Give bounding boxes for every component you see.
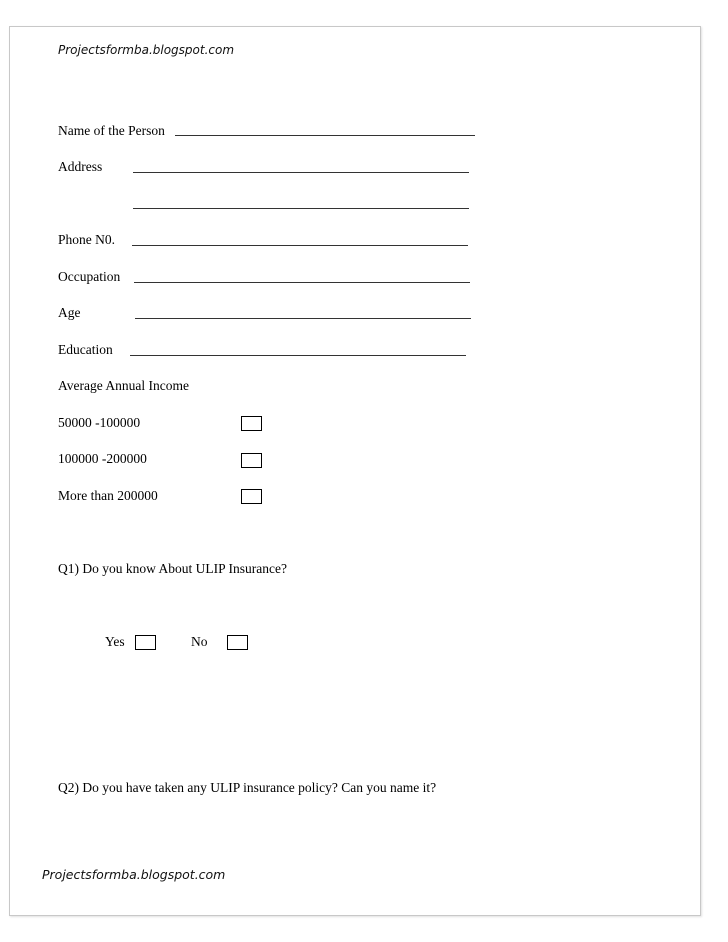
income-option-label: 100000 -200000: [58, 451, 147, 466]
q1-no-checkbox[interactable]: [227, 635, 248, 650]
occupation-label: Occupation: [58, 269, 121, 284]
education-field-line[interactable]: [130, 355, 466, 356]
address-field-line-1[interactable]: [133, 172, 469, 173]
age-label: Age: [58, 305, 81, 320]
income-option-label: More than 200000: [58, 488, 158, 503]
income-option-checkbox[interactable]: [241, 453, 262, 468]
occupation-field-line[interactable]: [134, 282, 470, 283]
q1-yes-label: Yes: [105, 634, 125, 649]
address-label: Address: [58, 159, 103, 174]
question-2-text: Q2) Do you have taken any ULIP insurance policy? Can you name it?: [58, 780, 437, 795]
income-option-checkbox[interactable]: [241, 489, 262, 504]
phone-label: Phone N0.: [58, 232, 115, 247]
income-option-label: 50000 -100000: [58, 415, 141, 430]
name-field-line[interactable]: [175, 135, 475, 136]
footer-site: Projectsformba.blogspot.com: [42, 867, 226, 882]
name-label: Name of the Person: [58, 123, 165, 138]
address-field-line-2[interactable]: [133, 208, 469, 209]
income-heading: Average Annual Income: [58, 378, 189, 393]
q1-yes-checkbox[interactable]: [135, 635, 156, 650]
age-field-line[interactable]: [135, 318, 471, 319]
header-site: Projectsformba.blogspot.com: [58, 43, 235, 57]
q1-no-label: No: [191, 634, 208, 649]
phone-field-line[interactable]: [132, 245, 468, 246]
question-1-text: Q1) Do you know About ULIP Insurance?: [58, 561, 287, 576]
education-label: Education: [58, 342, 113, 357]
income-option-checkbox[interactable]: [241, 416, 262, 431]
